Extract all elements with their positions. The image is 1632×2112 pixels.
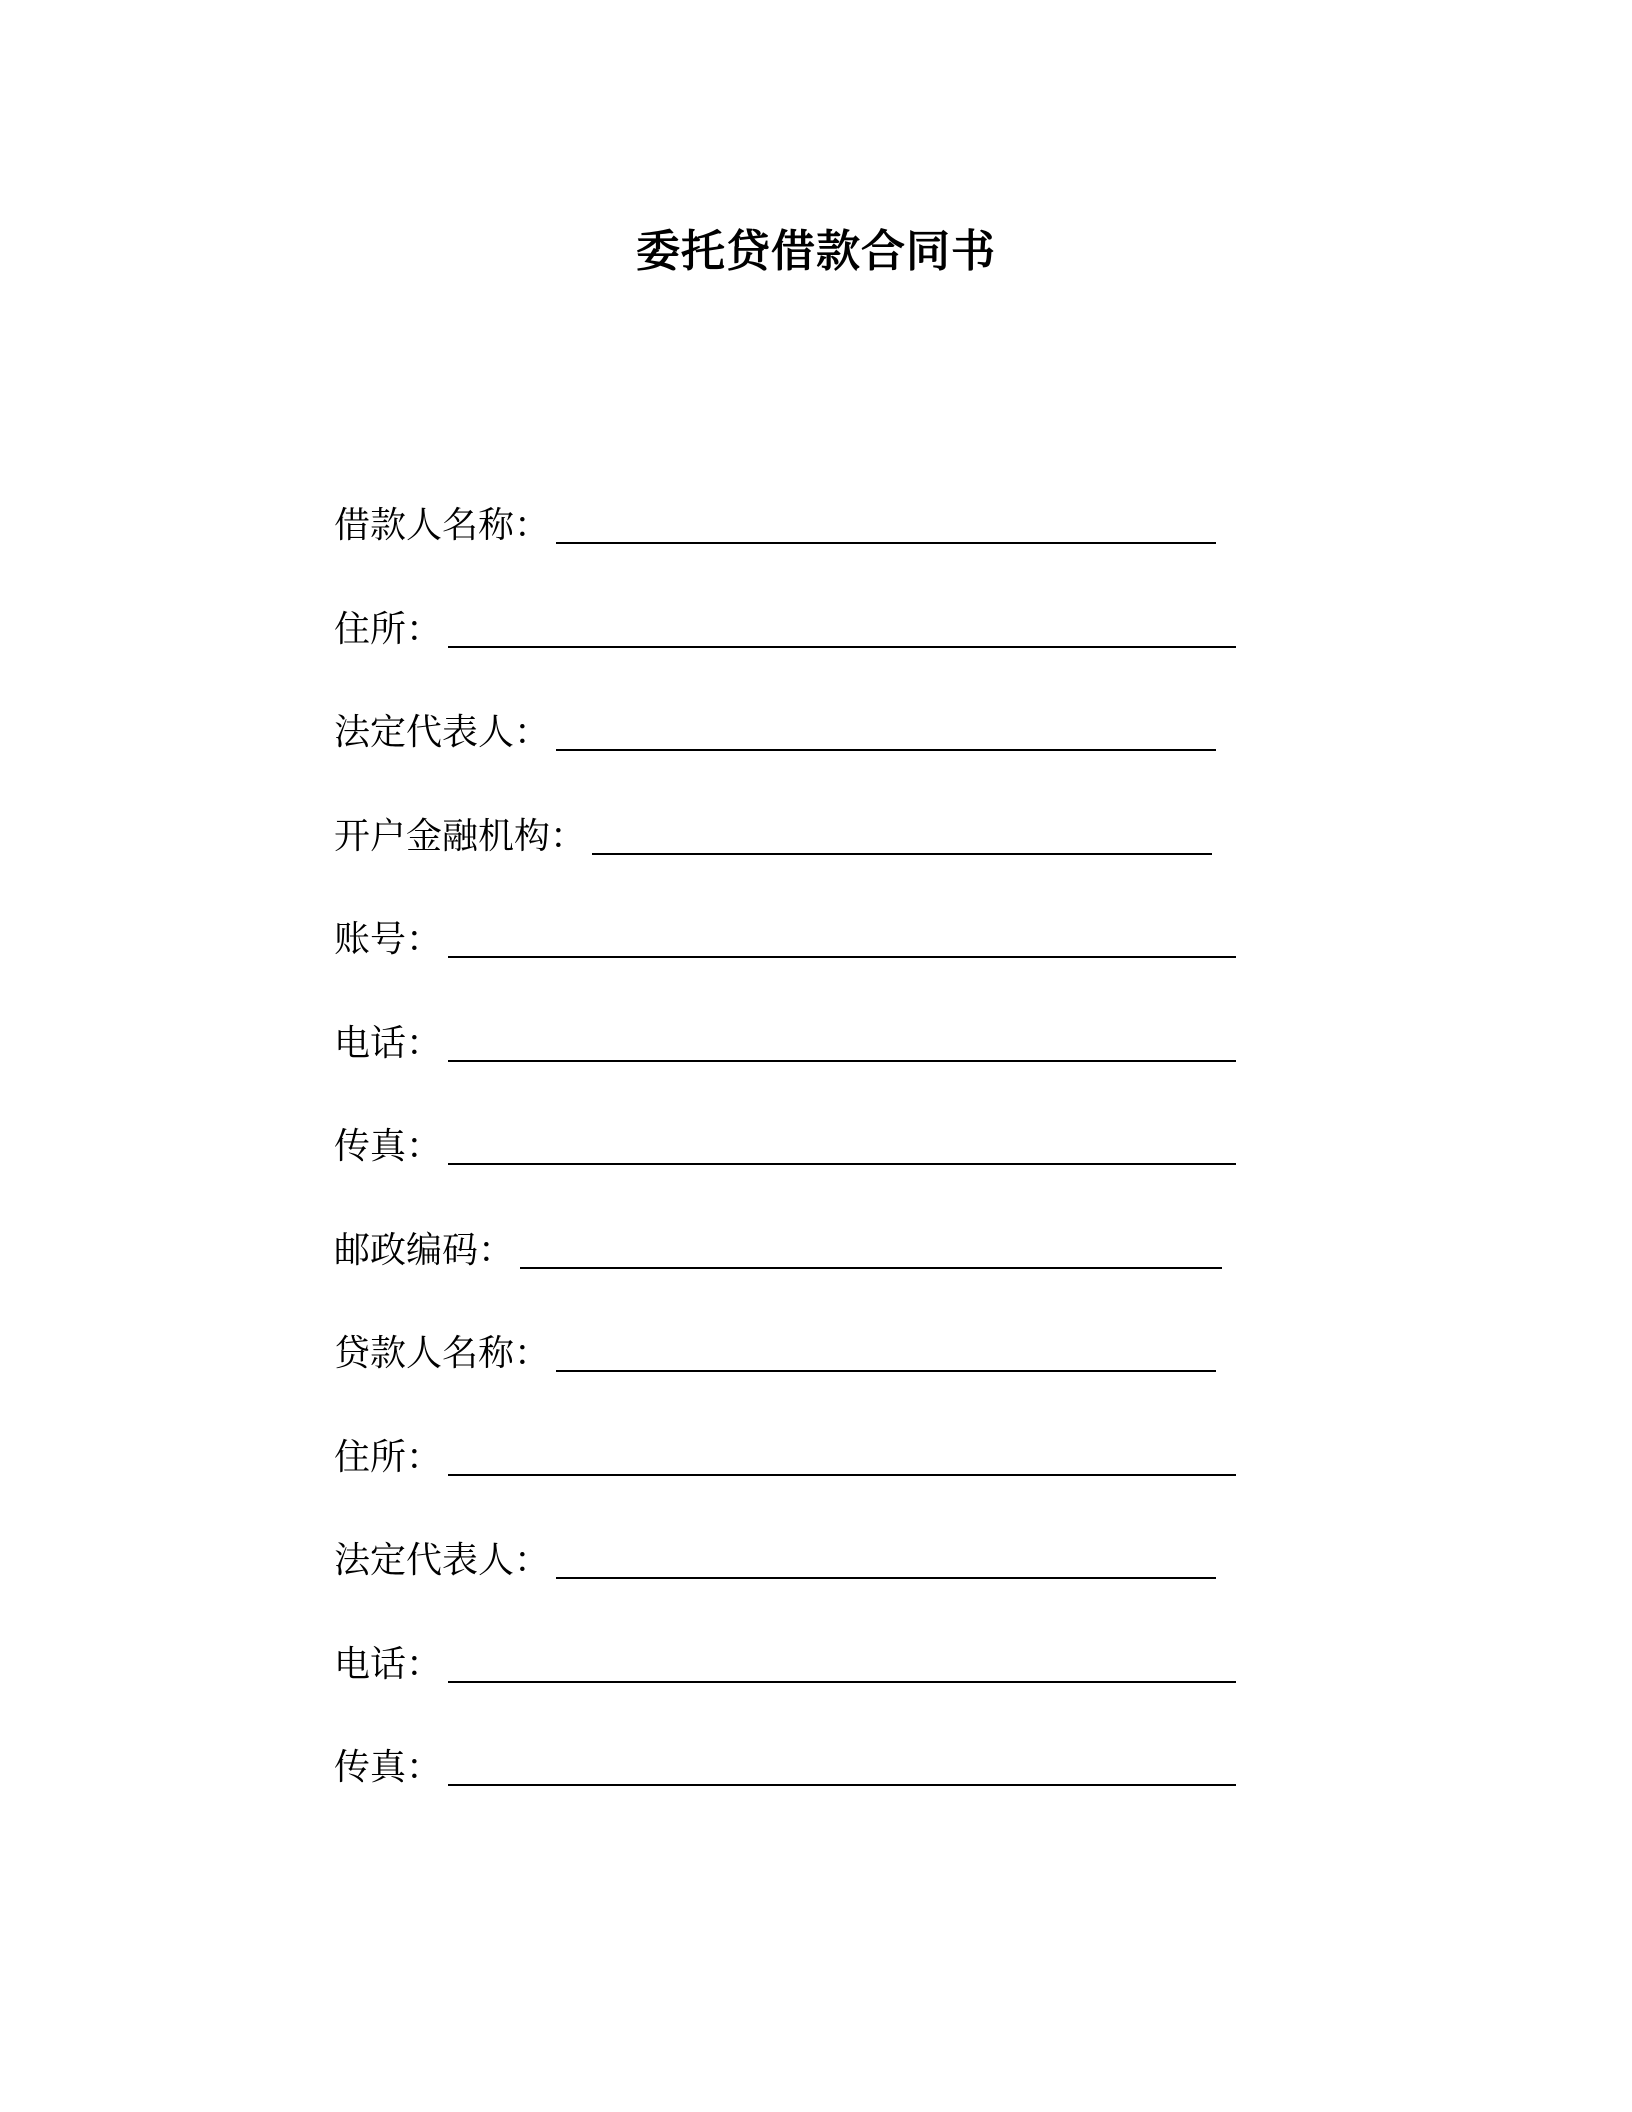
field-borrower-legal-rep [334,701,1216,757]
field-label: 住所： [334,609,443,650]
blank-line[interactable] [448,1784,1236,1786]
field-label: 法定代表人： [334,712,551,753]
field-borrower-name [334,494,1216,550]
field-label: 传真： [334,1747,443,1788]
field-lender-fax [334,1736,1236,1792]
field-label: 借款人名称： [334,505,551,546]
field-lender-legal-rep [334,1529,1216,1585]
blank-line[interactable] [448,1474,1236,1476]
blank-line[interactable] [520,1267,1222,1269]
blank-line[interactable] [556,1577,1216,1579]
field-label: 住所： [334,1437,443,1478]
field-lender-address [334,1426,1236,1482]
field-borrower-bank [334,805,1212,861]
blank-line[interactable] [448,1681,1236,1683]
field-lender-name [334,1322,1216,1378]
field-borrower-address [334,598,1236,654]
field-borrower-phone [334,1012,1236,1068]
field-label: 电话： [334,1644,443,1685]
field-label: 开户金融机构： [334,816,587,857]
field-lender-phone [334,1633,1236,1689]
field-list [334,0,1334,2112]
blank-line[interactable] [448,956,1236,958]
blank-line[interactable] [556,1370,1216,1372]
field-borrower-postcode [334,1219,1222,1275]
field-borrower-fax [334,1115,1236,1171]
blank-line[interactable] [448,1163,1236,1165]
field-label: 传真： [334,1126,443,1167]
blank-line[interactable] [448,646,1236,648]
field-label: 电话： [334,1023,443,1064]
blank-line[interactable] [556,749,1216,751]
field-label: 账号： [334,919,443,960]
field-label: 法定代表人： [334,1540,551,1581]
blank-line[interactable] [592,853,1212,855]
field-label: 邮政编码： [334,1230,515,1271]
blank-line[interactable] [556,542,1216,544]
blank-line[interactable] [448,1060,1236,1062]
document-title: 委托贷借款合同书 [636,226,996,277]
field-label: 贷款人名称： [334,1333,551,1374]
field-borrower-account [334,908,1236,964]
